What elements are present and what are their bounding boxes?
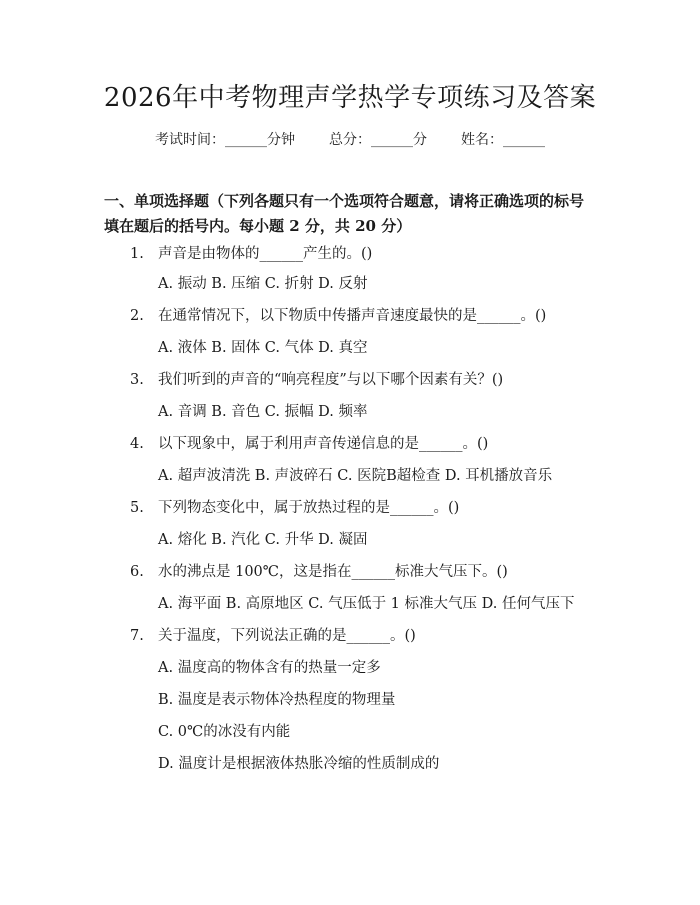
- question-7-option-a: A. 温度高的物体含有的热量一定多: [158, 660, 381, 676]
- page-title: 2026年中考物理声学热学专项练习及答案: [103, 83, 597, 113]
- question-text: 水的沸点是 100℃，这是指在______标准大气压下。(): [158, 564, 508, 580]
- question-3-options: A. 音调 B. 音色 C. 振幅 D. 频率: [158, 404, 368, 420]
- question-7: [130, 625, 600, 647]
- question-number: 4.: [130, 436, 144, 452]
- question-2-options: A. 液体 B. 固体 C. 气体 D. 真空: [158, 340, 368, 356]
- question-text: 我们听到的声音的“响亮程度”与以下哪个因素有关？(): [158, 372, 504, 388]
- exam-score: 总分：______分: [329, 132, 427, 148]
- question-number: 3.: [130, 372, 144, 388]
- exam-name: 姓名：______: [461, 132, 545, 148]
- question-text: 声音是由物体的______产生的。(): [158, 246, 373, 262]
- question-text: 下列物态变化中，属于放热过程的是______。(): [158, 500, 460, 516]
- question-7-option-c: C. 0℃的冰没有内能: [158, 724, 291, 740]
- question-6-options: A. 海平面 B. 高原地区 C. 气压低于 1 标准大气压 D. 任何气压下: [158, 596, 575, 612]
- question-7-option-b: B. 温度是表示物体冷热程度的物理量: [158, 692, 396, 708]
- question-5: [130, 497, 600, 519]
- question-number: 1.: [130, 246, 144, 262]
- question-2: [130, 305, 600, 327]
- question-4-options: A. 超声波清洗 B. 声波碎石 C. 医院B超检查 D. 耳机播放音乐: [158, 468, 553, 484]
- question-number: 7.: [130, 628, 144, 644]
- question-3: [130, 369, 600, 391]
- question-1-options: A. 振动 B. 压缩 C. 折射 D. 反射: [158, 276, 368, 292]
- question-number: 2.: [130, 308, 144, 324]
- question-1: [130, 243, 600, 265]
- question-text: 以下现象中，属于利用声音传递信息的是______。(): [158, 436, 489, 452]
- question-4: [130, 433, 600, 455]
- exam-meta: [0, 129, 700, 151]
- question-7-option-d: D. 温度计是根据液体热胀冷缩的性质制成的: [158, 756, 440, 772]
- question-number: 5.: [130, 500, 144, 516]
- question-6: [130, 561, 600, 583]
- question-5-options: A. 熔化 B. 汽化 C. 升华 D. 凝固: [158, 532, 368, 548]
- section-heading: 一、单项选择题（下列各题只有一个选项符合题意，请将正确选项的标号填在题后的括号内。每小题 2 分，共 20 分）: [104, 192, 585, 235]
- question-text: 关于温度，下列说法正确的是______。(): [158, 628, 416, 644]
- question-number: 6.: [130, 564, 144, 580]
- exam-time: 考试时间：______分钟: [155, 132, 295, 148]
- question-text: 在通常情况下，以下物质中传播声音速度最快的是______。(): [158, 308, 547, 324]
